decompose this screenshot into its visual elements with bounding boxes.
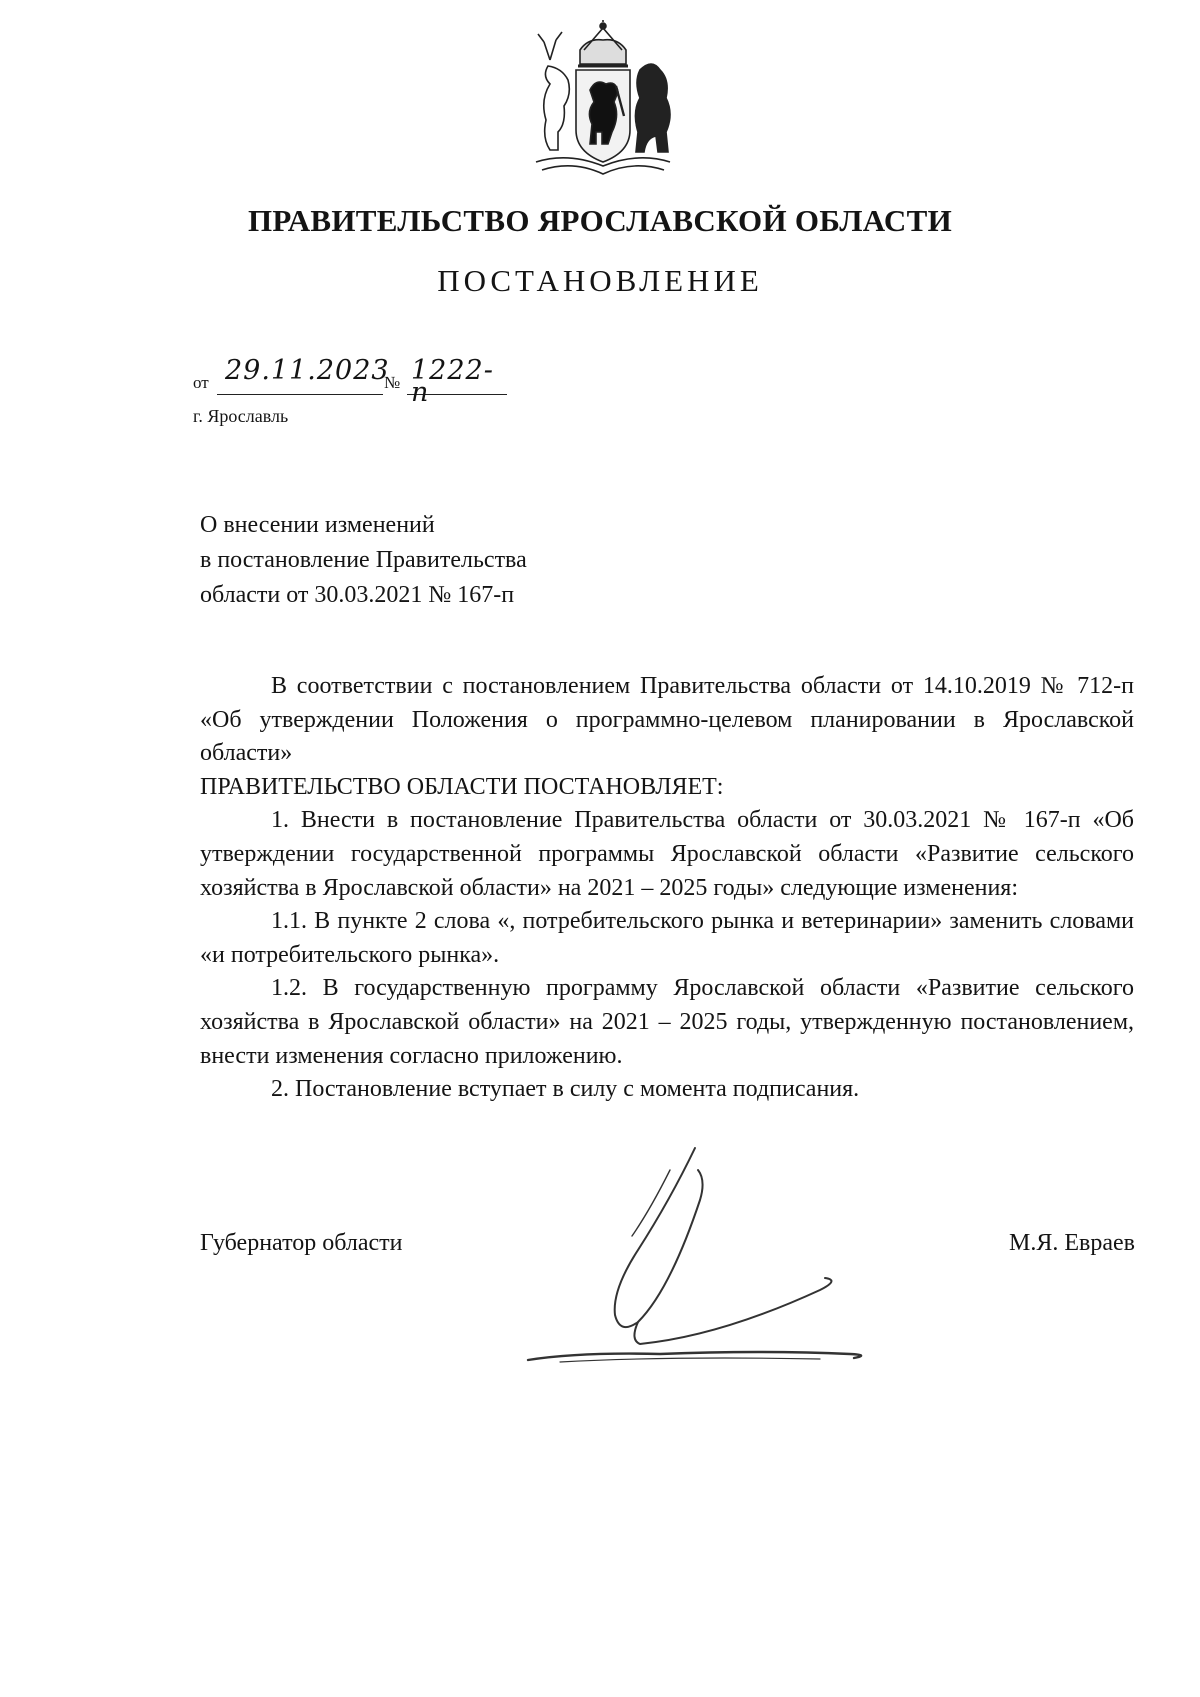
date-value: 29.11.2023 (225, 355, 390, 386)
subject-line: в постановление Правительства (200, 547, 527, 573)
signatory-position: Губернатор области (200, 1230, 403, 1256)
subject-line: области от 30.03.2021 № 167-п (200, 582, 515, 608)
item-2: 2. Постановление вступает в силу с момента подписания. (271, 1076, 860, 1103)
page-title: ПРАВИТЕЛЬСТВО ЯРОСЛАВСКОЙ ОБЛАСТИ (248, 203, 952, 238)
document-subject (200, 508, 527, 613)
item-1-1: 1.1. В пункте 2 слова «, потребительского рынка и ветеринарии» заменить словами «и потребительского рынка». (200, 908, 1134, 968)
resolves-heading: ПРАВИТЕЛЬСТВО ОБЛАСТИ ПОСТАНОВЛЯЕТ: (200, 773, 724, 800)
date-field (217, 355, 390, 395)
city: г. Ярославль (193, 406, 289, 426)
handwritten-signature-icon (520, 1140, 940, 1375)
item-1: 1. Внести в постановление Правительства области от 30.03.2021 № 167-п «Об утверждении государственной программы Ярославской области «Развитие сельского хозяйства в Ярославской области» на 2021 – 2025 годы» следующие изменения: (200, 807, 1134, 901)
document-body (200, 670, 1134, 1107)
subject-line: О внесении изменений (200, 512, 435, 538)
number-field (407, 355, 507, 408)
date-label: от (193, 373, 209, 392)
number-value: 1222-п (411, 355, 494, 408)
preamble: В соответствии с постановлением Правительства области от 14.10.2019 № 712-п «Об утверждении Положения о программно-целевом планировании в Ярославской области» (200, 673, 1134, 767)
document-type: ПОСТАНОВЛЕНИЕ (437, 263, 763, 298)
number-label: № (384, 373, 401, 392)
signatory-name: М.Я. Евраев (1009, 1230, 1135, 1256)
coat-of-arms-icon (528, 20, 678, 180)
item-1-2: 1.2. В государственную программу Ярославской области «Развитие сельского хозяйства в Ярославской области» на 2021 – 2025 годы, утвержденную постановлением, внести изменения согласно приложению. (200, 975, 1134, 1069)
